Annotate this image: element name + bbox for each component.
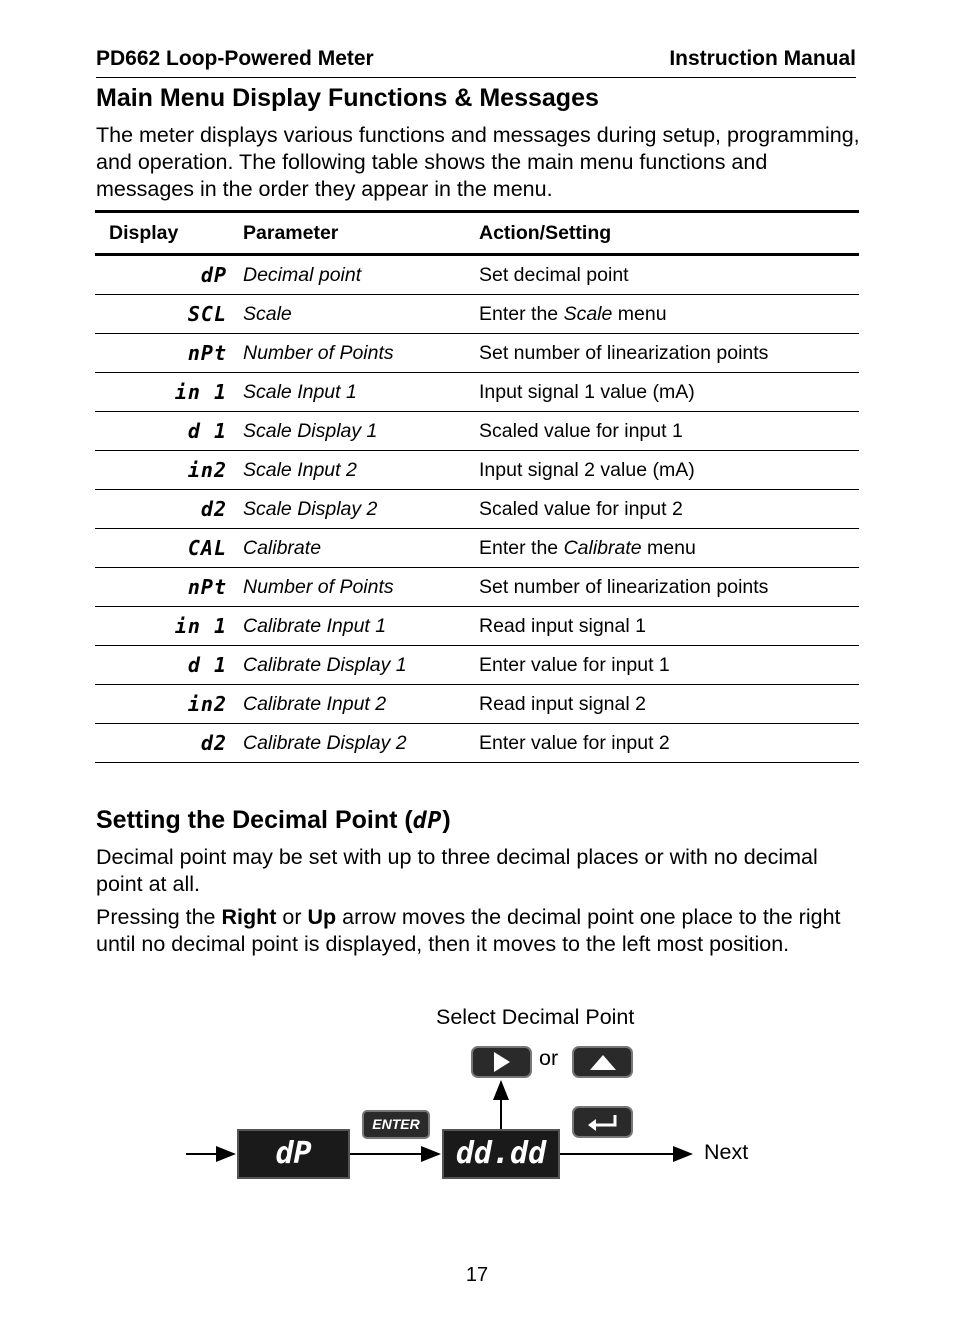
p2-text-a: Pressing the <box>96 905 222 929</box>
display-code: nPt <box>187 340 227 365</box>
parameter-cell: Scale Input 2 <box>243 451 479 490</box>
select-decimal-label: Select Decimal Point <box>436 1005 635 1029</box>
section2-title-text: Setting the Decimal Point ( <box>96 806 413 834</box>
parameter-cell: Calibrate <box>243 529 479 568</box>
action-cell: Input signal 2 value (mA) <box>479 451 859 490</box>
col-action-header: Action/Setting <box>479 212 859 255</box>
display-code: d 1 <box>187 652 227 677</box>
parameter-cell: Calibrate Display 2 <box>243 724 479 763</box>
header-manual: Instruction Manual <box>669 47 856 70</box>
parameter-cell: Number of Points <box>243 334 479 373</box>
parameter-cell: Decimal point <box>243 255 479 295</box>
page-number: 17 <box>465 1264 489 1286</box>
display-code: d2 <box>200 496 227 521</box>
action-text-end: menu <box>612 302 667 325</box>
action-cell: Enter value for input 1 <box>479 646 859 685</box>
action-cell: Input signal 1 value (mA) <box>479 373 859 412</box>
col-parameter-header: Parameter <box>243 212 479 255</box>
parameter-cell: Scale <box>243 295 479 334</box>
intro-paragraph: The meter displays various functions and messages during setup, programming, and operation. The following table shows the main menu functions and messages in the order they appear in the menu. <box>96 123 860 201</box>
section2-title-code: dP <box>412 808 443 834</box>
action-cell: Enter value for input 2 <box>479 724 859 763</box>
display-code: CAL <box>187 535 227 560</box>
parameter-cell: Number of Points <box>243 568 479 607</box>
p2-right: Right <box>221 905 277 929</box>
display-code: dP <box>200 262 227 287</box>
or-label: or <box>539 1046 559 1070</box>
p2-text-e: arrow moves the decimal point one place to the right until no decimal point is displayed, then it moves to the left most position. <box>96 905 841 956</box>
display-code: nPt <box>187 574 227 599</box>
display-dp: dP <box>237 1129 350 1179</box>
action-text: Enter the <box>479 536 564 559</box>
action-emphasis: Calibrate <box>563 536 642 559</box>
display-dddd: dd.dd <box>442 1129 560 1179</box>
parameter-cell: Scale Input 1 <box>243 373 479 412</box>
action-cell: Set number of linearization points <box>479 568 859 607</box>
action-cell: Scaled value for input 1 <box>479 412 859 451</box>
next-label: Next <box>704 1140 749 1164</box>
display-code: d2 <box>200 730 227 755</box>
action-cell: Scaled value for input 2 <box>479 490 859 529</box>
action-cell: Set decimal point <box>479 255 859 295</box>
action-cell: Read input signal 2 <box>479 685 859 724</box>
display-code: in 1 <box>174 379 227 404</box>
action-text: Enter the <box>479 302 564 325</box>
display-code: in 1 <box>174 613 227 638</box>
p2-up: Up <box>307 905 337 929</box>
display-code: in2 <box>187 691 227 716</box>
action-cell: Read input signal 1 <box>479 607 859 646</box>
parameter-cell: Scale Display 1 <box>243 412 479 451</box>
p2-text-c: or <box>276 905 308 929</box>
section-title: Main Menu Display Functions & Messages <box>96 84 599 112</box>
col-display-header: Display <box>95 212 243 255</box>
enter-key[interactable]: ENTER <box>362 1110 430 1139</box>
parameter-cell: Scale Display 2 <box>243 490 479 529</box>
action-emphasis: Scale <box>563 302 613 325</box>
parameter-cell: Calibrate Display 1 <box>243 646 479 685</box>
display-code: in2 <box>187 457 227 482</box>
section2-title-close: ) <box>442 806 451 834</box>
display-code: d 1 <box>187 418 227 443</box>
display-code: SCL <box>187 301 227 326</box>
action-cell: Set number of linearization points <box>479 334 859 373</box>
decimal-paragraph-1: Decimal point may be set with up to three decimal places or with no decimal point at all. <box>96 845 818 896</box>
header-title: PD662 Loop-Powered Meter <box>96 47 374 70</box>
parameter-cell: Calibrate Input 2 <box>243 685 479 724</box>
parameter-cell: Calibrate Input 1 <box>243 607 479 646</box>
action-text-end: menu <box>641 536 696 559</box>
